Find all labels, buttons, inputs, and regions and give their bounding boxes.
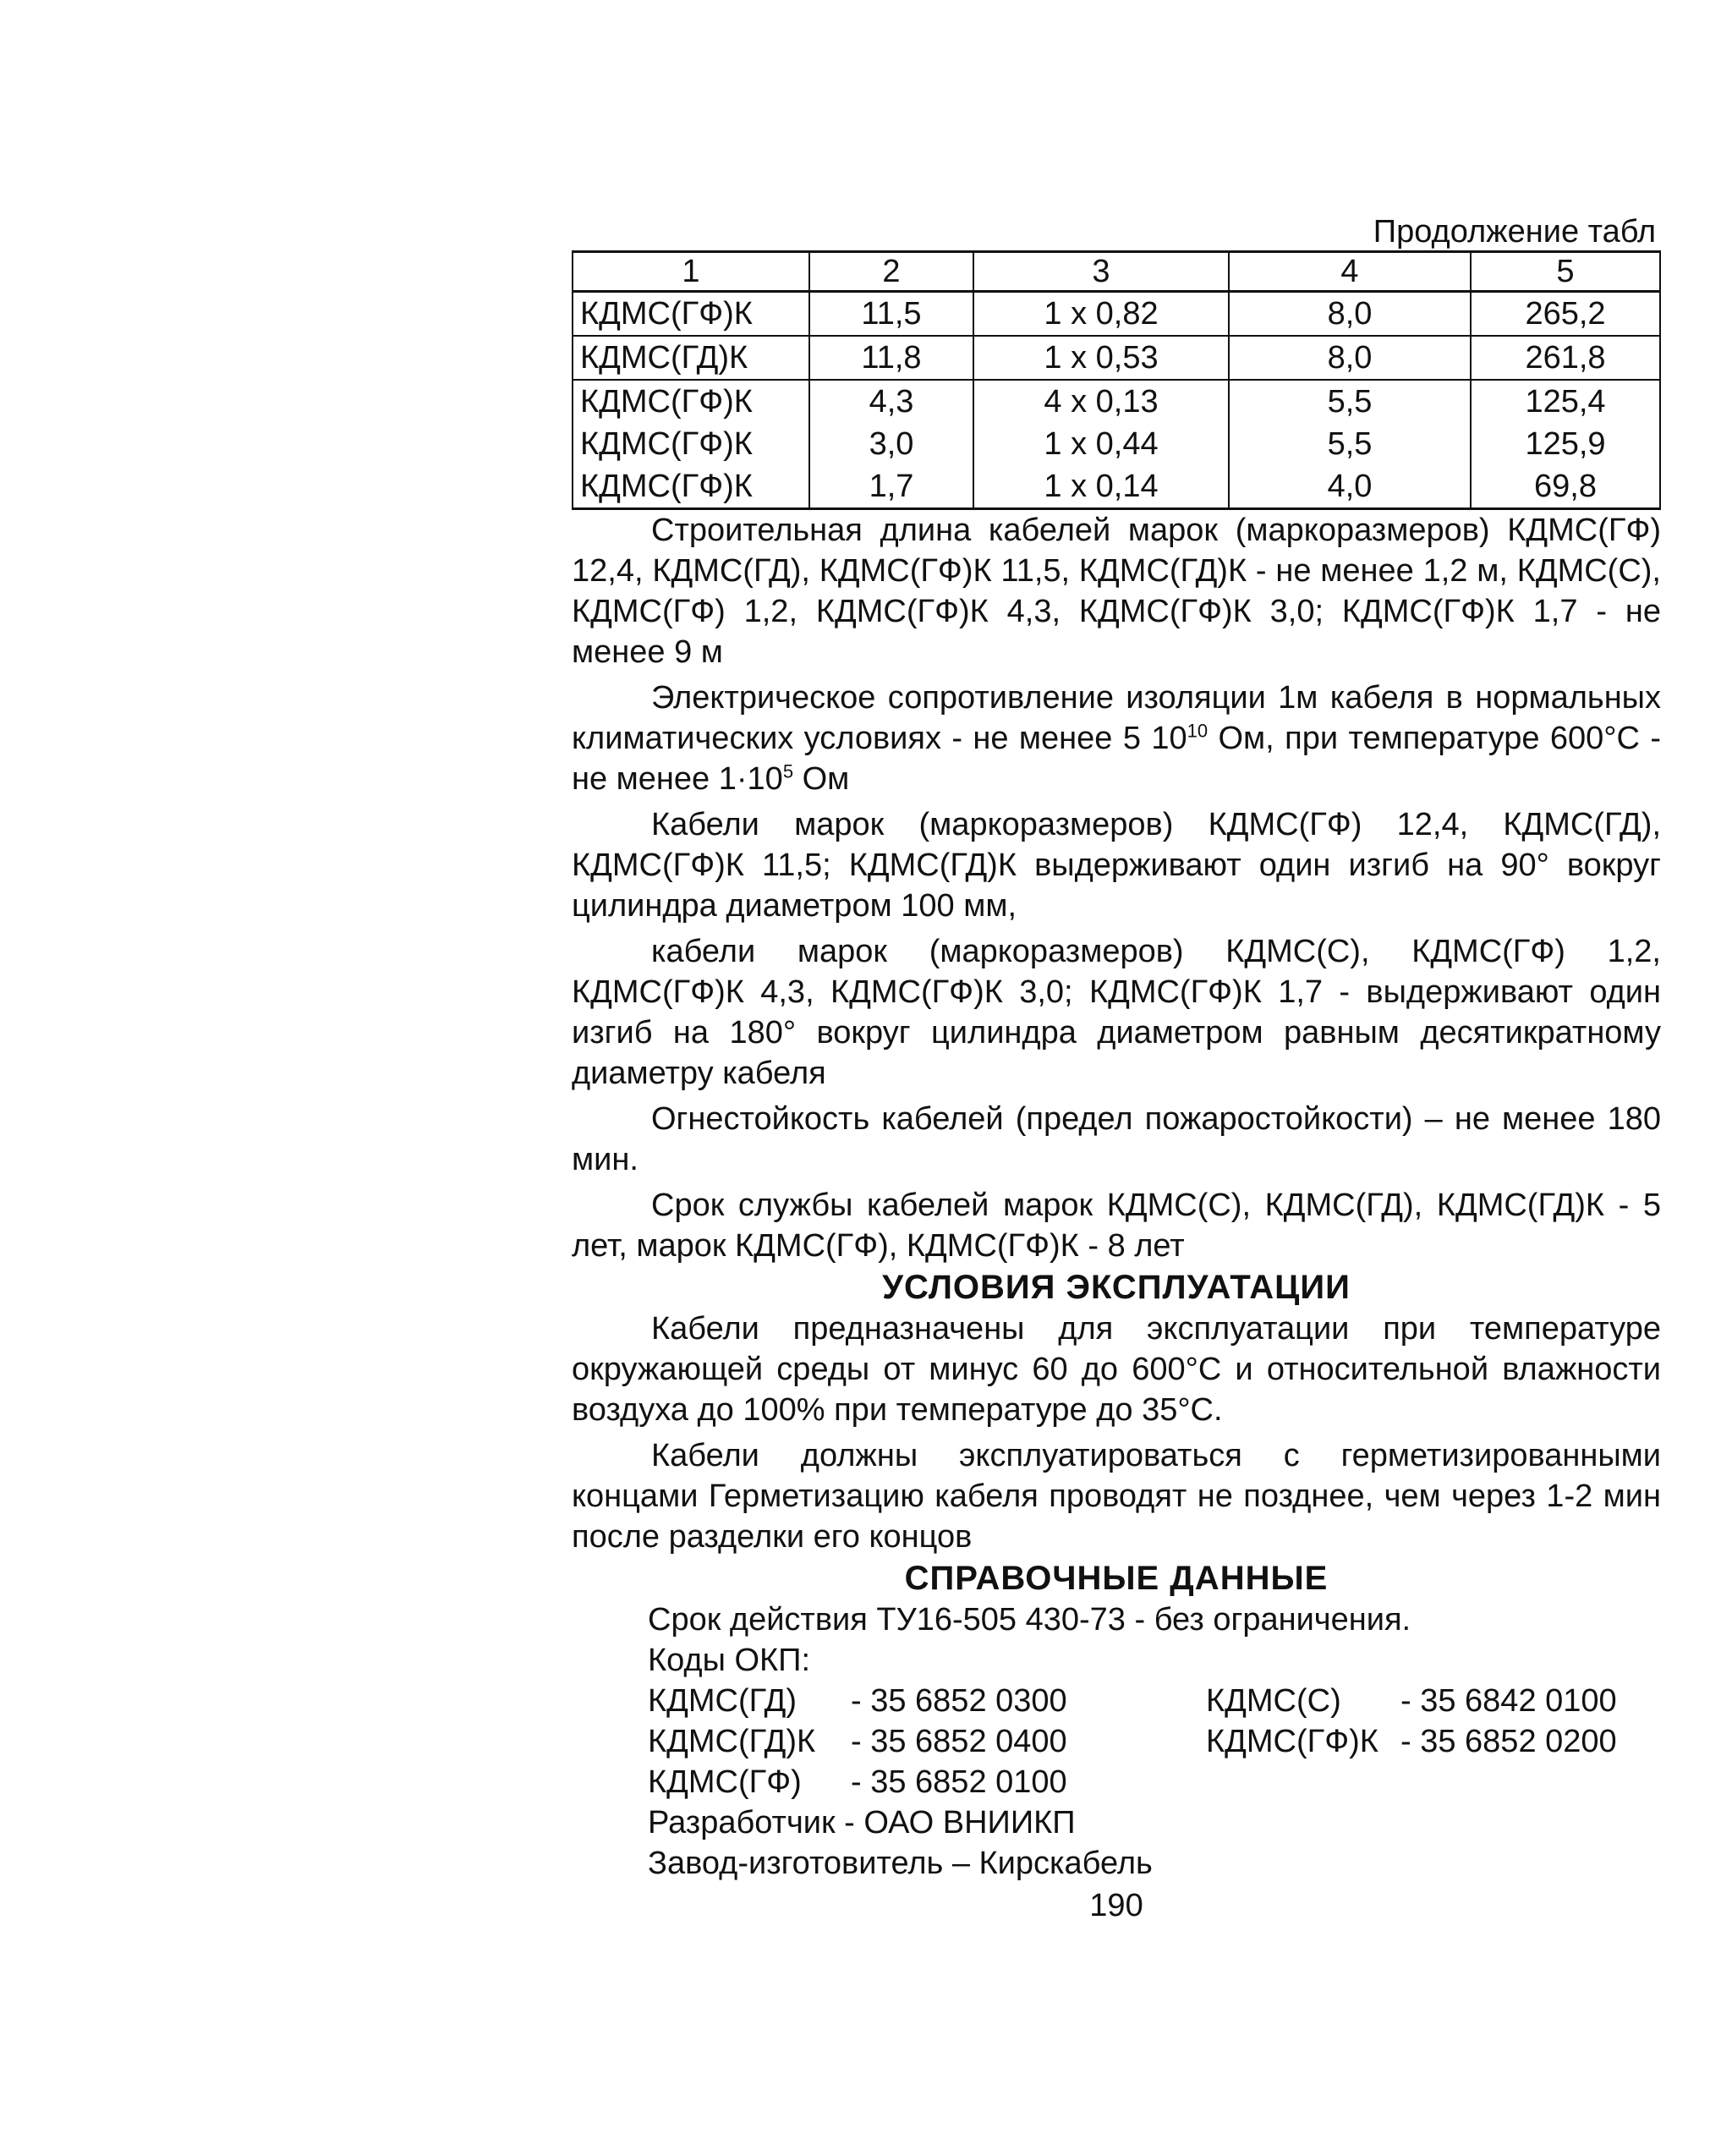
page-content — [572, 213, 1661, 1926]
header-col-1: 1 — [573, 252, 809, 292]
cell-value: 261,8 — [1471, 336, 1660, 380]
cell-value: 265,2 — [1471, 292, 1660, 337]
code-value: - 35 6852 0100 — [851, 1764, 1067, 1800]
developer-line: Разработчик - ОАО ВНИИКП — [648, 1805, 1076, 1841]
resistance-text-c: Ом — [793, 761, 850, 797]
okp-label: Коды ОКП: — [648, 1643, 811, 1678]
header-col-4: 4 — [1229, 252, 1471, 292]
paragraph-sealing: Кабели должны эксплуатироваться с герметизированными концами Герметизацию кабеля проводят не позднее, чем через 1-2 мин после разделки его концов — [572, 1438, 1661, 1555]
cell-value: 1 х 0,14 — [973, 465, 1229, 509]
okp-codes — [648, 1681, 1661, 1802]
paragraph-bend-180: кабели марок (маркоразмеров) КДМС(С), КДМС(ГФ) 1,2, КДМС(ГФ)К 4,3, КДМС(ГФ)К 3,0; КДМС(ГФ)К 1,7 - выдерживают один изгиб на 180° вокруг цилиндра диаметром равным десятикратному диаметру кабеля — [572, 934, 1661, 1091]
cell-value: 11,5 — [809, 292, 973, 337]
code-name: КДМС(ГД) — [648, 1683, 797, 1719]
code-value: - 35 6842 0100 — [1400, 1683, 1617, 1719]
page-number: 190 — [1089, 1888, 1143, 1923]
cell-value: 1,7 — [809, 465, 973, 509]
cell-value: 8,0 — [1229, 336, 1471, 380]
cell-brand: КДМС(ГФ)К — [573, 292, 809, 337]
section-title-operation: УСЛОВИЯ ЭКСПЛУАТАЦИИ — [882, 1269, 1351, 1306]
header-col-3: 3 — [973, 252, 1229, 292]
table-row — [573, 292, 1660, 337]
table-row — [573, 380, 1660, 423]
cell-value: 4,0 — [1229, 465, 1471, 509]
header-col-2: 2 — [809, 252, 973, 292]
cell-value: 3,0 — [809, 423, 973, 465]
code-name: КДМС(ГФ) — [648, 1764, 802, 1800]
cell-brand: КДМС(ГД)К — [573, 336, 809, 380]
cell-value: 1 х 0,44 — [973, 423, 1229, 465]
header-col-5: 5 — [1471, 252, 1660, 292]
cell-value: 1 х 0,82 — [973, 292, 1229, 337]
section-title-reference: СПРАВОЧНЫЕ ДАННЫЕ — [904, 1560, 1329, 1597]
table-row — [573, 336, 1660, 380]
paragraph-service-life: Срок службы кабелей марок КДМС(С), КДМС(ГД), КДМС(ГД)К - 5 лет, марок КДМС(ГФ), КДМС(ГФ)К - 8 лет — [572, 1188, 1661, 1264]
cell-value: 5,5 — [1229, 423, 1471, 465]
cell-value: 125,9 — [1471, 423, 1660, 465]
cell-value: 11,8 — [809, 336, 973, 380]
code-name: КДМС(С) — [1206, 1683, 1341, 1719]
resistance-text-b: Ом, при температуре 600°С - не менее 1·10 — [572, 721, 1661, 797]
code-name: КДМС(ГД)К — [648, 1724, 816, 1759]
table-header-row — [573, 252, 1660, 292]
cell-value: 125,4 — [1471, 380, 1660, 423]
cell-brand: КДМС(ГФ)К — [573, 465, 809, 509]
cell-value: 4 х 0,13 — [973, 380, 1229, 423]
table-row — [573, 465, 1660, 509]
cell-value: 1 х 0,53 — [973, 336, 1229, 380]
manufacturer-line: Завод-изготовитель – Кирскабель — [648, 1846, 1153, 1881]
table-row — [573, 423, 1660, 465]
paragraph-length: Строительная длина кабелей марок (маркоразмеров) КДМС(ГФ) 12,4, КДМС(ГД), КДМС(ГФ)К 11,5, КДМС(ГД)К - не менее 1,2 м, КДМС(С), КДМС(ГФ) 1,2, КДМС(ГФ)К 4,3, КДМС(ГФ)К 3,0; КДМС(ГФ)К 1,7 - не менее 9 м — [572, 513, 1661, 670]
code-value: - 35 6852 0300 — [851, 1683, 1067, 1719]
validity-line: Срок действия ТУ16-505 430-73 - без ограничения. — [648, 1602, 1411, 1638]
resistance-exponent-2: 5 — [782, 760, 794, 782]
cell-value: 69,8 — [1471, 465, 1660, 509]
paragraph-bend-90: Кабели марок (маркоразмеров) КДМС(ГФ) 12,4, КДМС(ГД), КДМС(ГФ)К 11,5; КДМС(ГД)К выдерживают один изгиб на 90° вокруг цилиндра диаметром 100 мм, — [572, 807, 1661, 924]
cable-table — [572, 250, 1661, 510]
paragraph-operation-conditions: Кабели предназначены для эксплуатации при температуре окружающей среды от минус 60 до 600°С и относительной влажности воздуха до 100% при температуре до 35°С. — [572, 1311, 1661, 1428]
code-name: КДМС(ГФ)К — [1206, 1724, 1378, 1759]
cell-value: 4,3 — [809, 380, 973, 423]
code-value: - 35 6852 0400 — [851, 1724, 1067, 1759]
cell-brand: КДМС(ГФ)К — [573, 380, 809, 423]
cell-value: 8,0 — [1229, 292, 1471, 337]
resistance-text-a: Электрическое сопротивление изоляции 1м кабеля в нормальных климатических условиях - не менее 5 10 — [572, 680, 1661, 756]
resistance-exponent-1: 10 — [1187, 720, 1209, 742]
paragraph-fire-resistance: Огнестойкость кабелей (предел пожаростойкости) – не менее 180 мин. — [572, 1101, 1661, 1177]
code-value: - 35 6852 0200 — [1400, 1724, 1617, 1759]
cell-brand: КДМС(ГФ)К — [573, 423, 809, 465]
paragraph-resistance — [572, 678, 1661, 799]
table-caption: Продолжение табл — [1373, 214, 1656, 250]
cell-value: 5,5 — [1229, 380, 1471, 423]
